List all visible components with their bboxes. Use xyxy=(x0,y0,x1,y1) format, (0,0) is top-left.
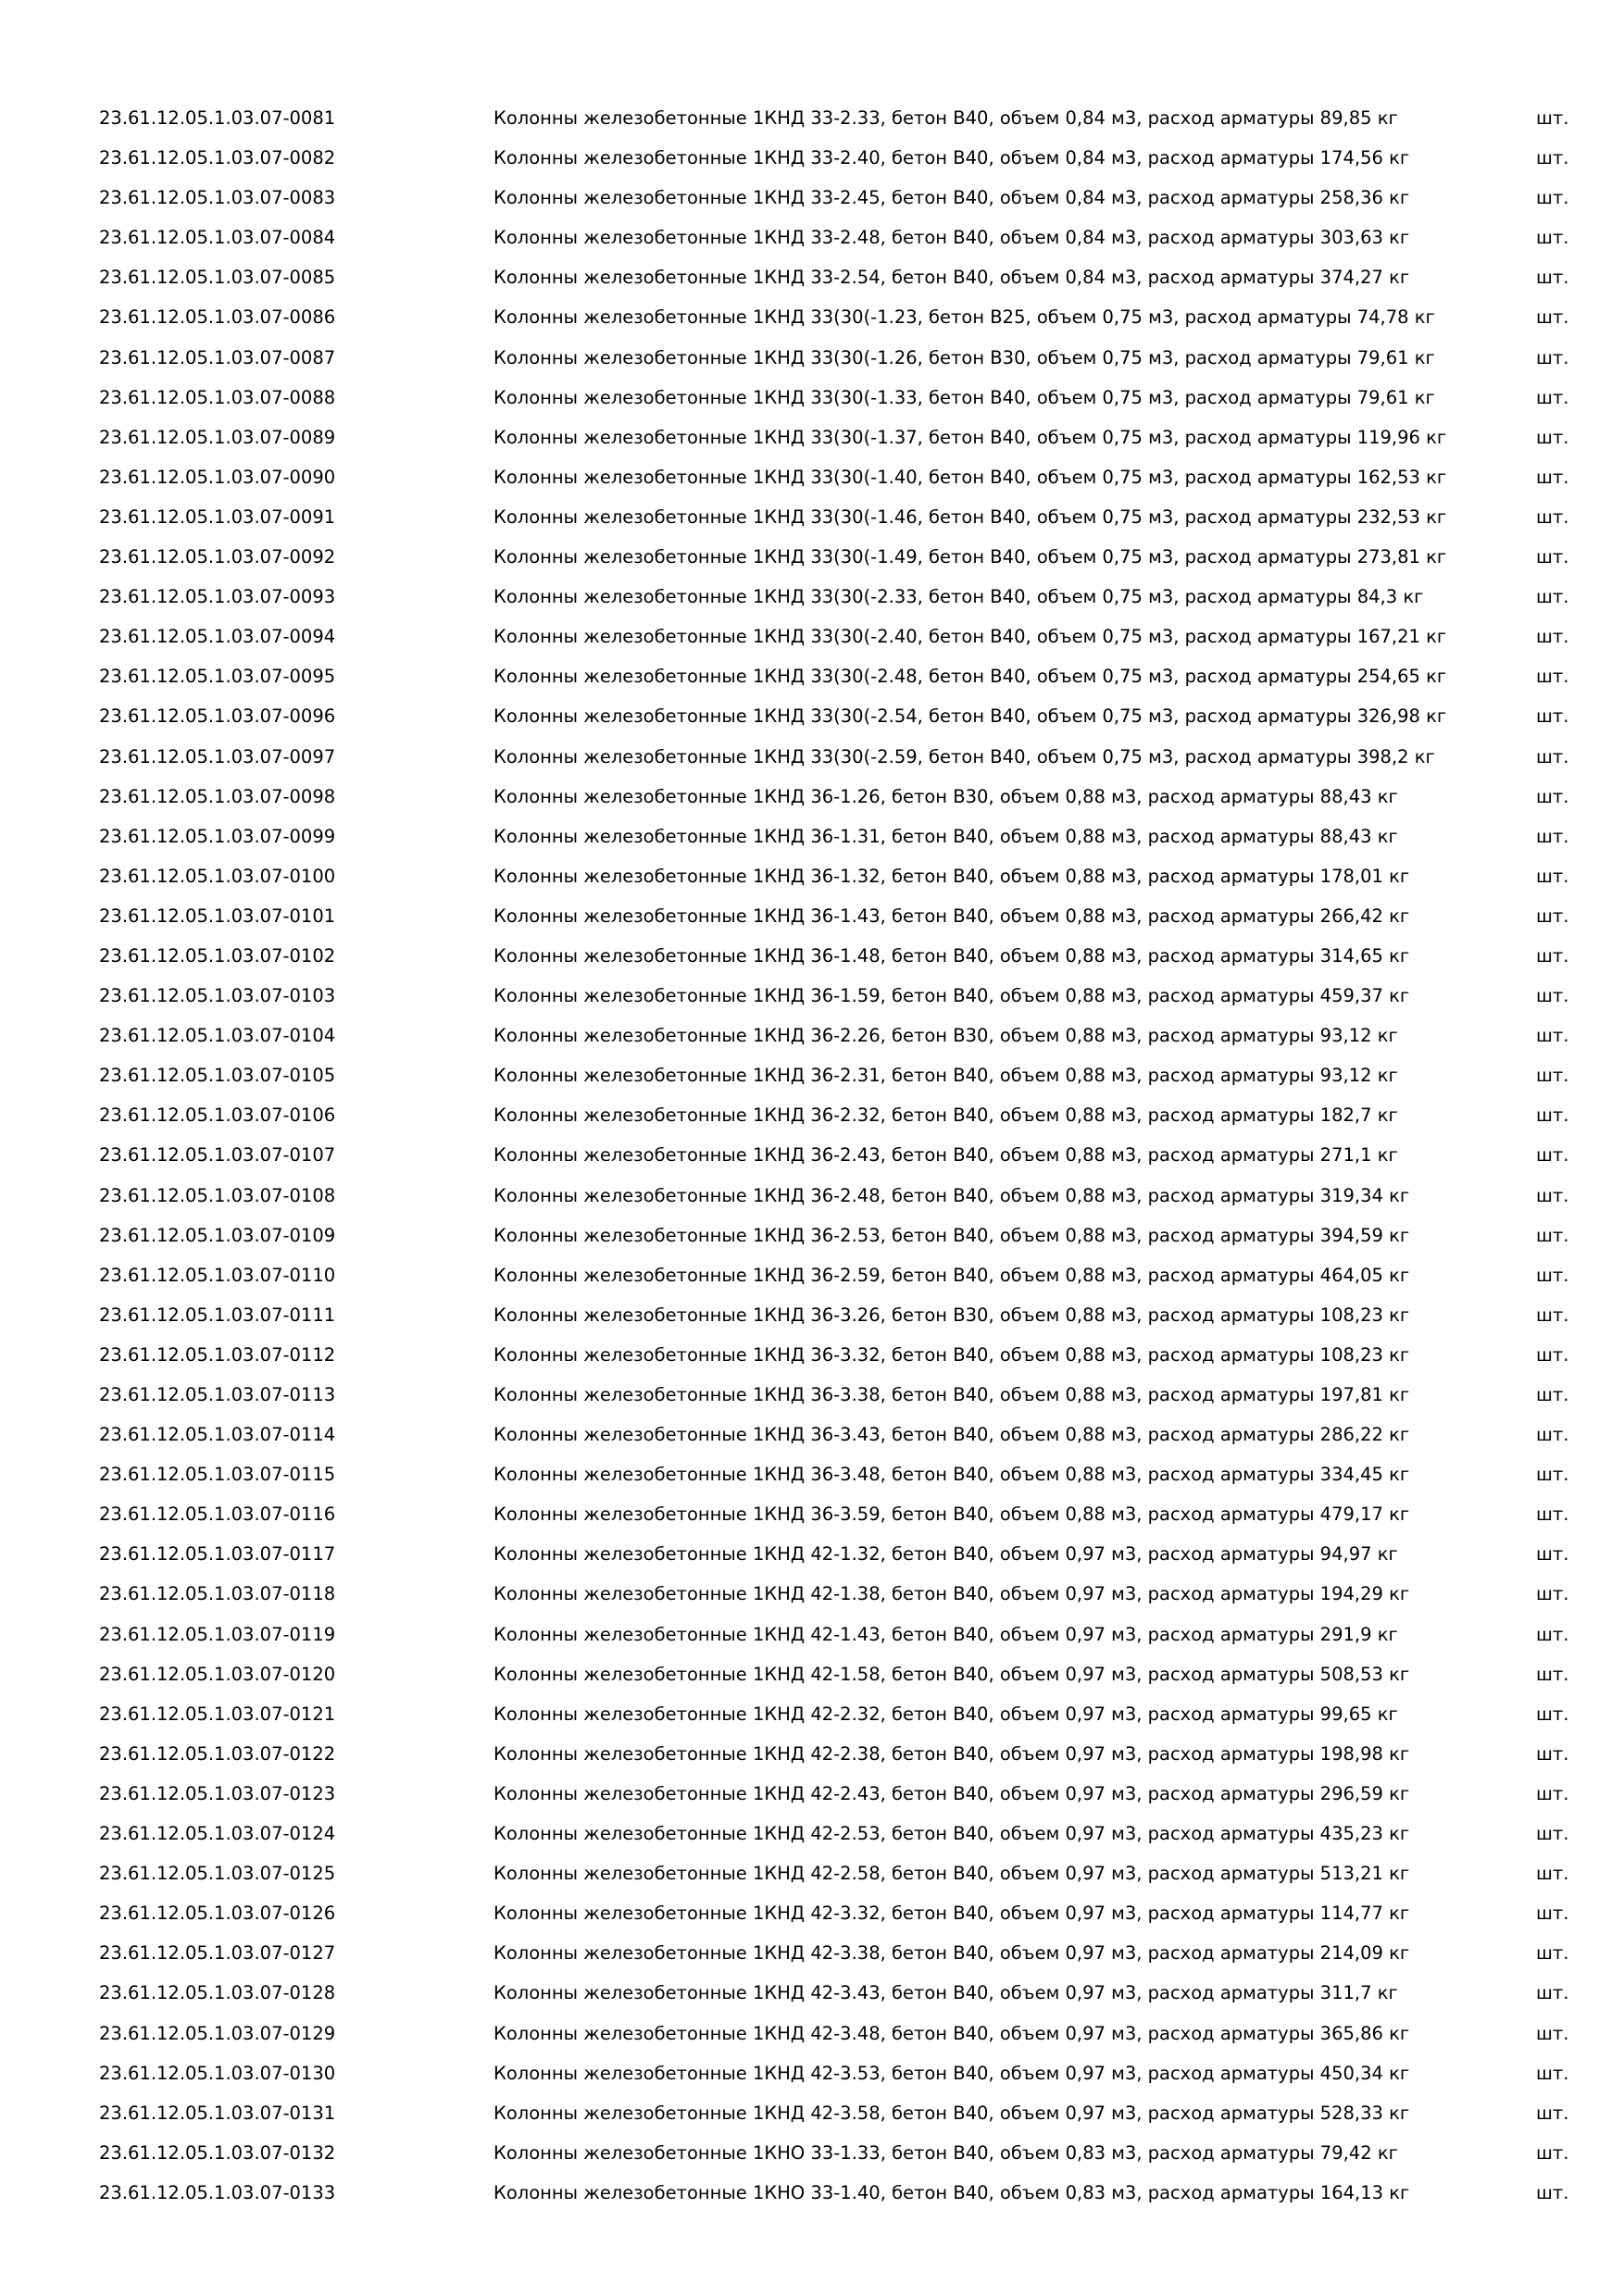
item-code: 23.61.12.05.1.03.07-0082 xyxy=(99,147,336,169)
item-unit: шт. xyxy=(1536,505,1569,528)
item-unit: шт. xyxy=(1536,1065,1569,1087)
list-item xyxy=(0,1780,1624,1820)
item-description: Колонны железобетонные 1КНД 33(30(-1.49, бетон В40, объем 0,75 м3, расход арматуры 273,81 кг xyxy=(493,546,1447,568)
list-item xyxy=(0,903,1624,942)
list-item xyxy=(0,1900,1624,1940)
list-item xyxy=(0,2020,1624,2060)
list-item xyxy=(0,184,1624,224)
item-description: Колонны железобетонные 1КНД 33-2.48, бетон В40, объем 0,84 м3, расход арматуры 303,63 кг xyxy=(493,227,1410,249)
item-unit: шт. xyxy=(1536,426,1569,448)
item-unit: шт. xyxy=(1536,1104,1569,1127)
item-description: Колонны железобетонные 1КНД 33-2.40, бетон В40, объем 0,84 м3, расход арматуры 174,56 кг xyxy=(493,147,1410,169)
item-description: Колонны железобетонные 1КНД 36-3.32, бетон В40, объем 0,88 м3, расход арматуры 108,23 кг xyxy=(493,1343,1410,1366)
item-code: 23.61.12.05.1.03.07-0127 xyxy=(99,1942,336,1965)
item-description: Колонны железобетонные 1КНД 42-2.38, бетон В40, объем 0,97 м3, расход арматуры 198,98 кг xyxy=(493,1742,1410,1765)
list-item xyxy=(0,1062,1624,1102)
item-description: Колонны железобетонные 1КНД 33(30(-1.40, бетон В40, объем 0,75 м3, расход арматуры 162,53 кг xyxy=(493,466,1447,488)
item-code: 23.61.12.05.1.03.07-0120 xyxy=(99,1663,336,1685)
item-code: 23.61.12.05.1.03.07-0108 xyxy=(99,1184,336,1206)
item-unit: шт. xyxy=(1536,546,1569,568)
item-unit: шт. xyxy=(1536,1823,1569,1845)
list-item xyxy=(0,823,1624,863)
item-unit: шт. xyxy=(1536,586,1569,608)
item-unit: шт. xyxy=(1536,1623,1569,1645)
list-item xyxy=(0,863,1624,903)
item-unit: шт. xyxy=(1536,666,1569,688)
item-code: 23.61.12.05.1.03.07-0099 xyxy=(99,825,336,847)
item-unit: шт. xyxy=(1536,2141,1569,2164)
list-item xyxy=(0,1341,1624,1381)
item-code: 23.61.12.05.1.03.07-0128 xyxy=(99,1982,336,2004)
item-code: 23.61.12.05.1.03.07-0115 xyxy=(99,1464,336,1486)
item-code: 23.61.12.05.1.03.07-0114 xyxy=(99,1424,336,1446)
item-description: Колонны железобетонные 1КНД 33-2.33, бетон В40, объем 0,84 м3, расход арматуры 89,85 кг xyxy=(493,107,1398,129)
item-description: Колонны железобетонные 1КНД 36-2.31, бетон В40, объем 0,88 м3, расход арматуры 93,12 кг xyxy=(493,1065,1398,1087)
list-item xyxy=(0,2060,1624,2100)
item-code: 23.61.12.05.1.03.07-0129 xyxy=(99,2022,336,2044)
item-unit: шт. xyxy=(1536,187,1569,209)
item-code: 23.61.12.05.1.03.07-0125 xyxy=(99,1863,336,1885)
item-unit: шт. xyxy=(1536,267,1569,289)
item-unit: шт. xyxy=(1536,745,1569,767)
item-code: 23.61.12.05.1.03.07-0087 xyxy=(99,346,336,368)
item-unit: шт. xyxy=(1536,1304,1569,1326)
list-item xyxy=(0,1381,1624,1421)
item-code: 23.61.12.05.1.03.07-0096 xyxy=(99,705,336,728)
item-unit: шт. xyxy=(1536,865,1569,887)
list-item xyxy=(0,982,1624,1022)
list-item xyxy=(0,1621,1624,1661)
item-unit: шт. xyxy=(1536,1025,1569,1047)
item-unit: шт. xyxy=(1536,825,1569,847)
item-code: 23.61.12.05.1.03.07-0090 xyxy=(99,466,336,488)
item-code: 23.61.12.05.1.03.07-0095 xyxy=(99,666,336,688)
item-unit: шт. xyxy=(1536,1504,1569,1526)
list-item xyxy=(0,1262,1624,1302)
item-unit: шт. xyxy=(1536,2181,1569,2203)
list-item xyxy=(0,1022,1624,1062)
item-unit: шт. xyxy=(1536,2062,1569,2084)
list-item xyxy=(0,1541,1624,1580)
item-description: Колонны железобетонные 1КНД 42-1.38, бетон В40, объем 0,97 м3, расход арматуры 194,29 кг xyxy=(493,1583,1410,1605)
item-description: Колонны железобетонные 1КНД 36-3.48, бетон В40, объем 0,88 м3, расход арматуры 334,45 кг xyxy=(493,1464,1410,1486)
item-unit: шт. xyxy=(1536,1942,1569,1965)
list-item xyxy=(0,1102,1624,1142)
item-unit: шт. xyxy=(1536,1583,1569,1605)
item-description: Колонны железобетонные 1КНД 33(30(-2.54, бетон В40, объем 0,75 м3, расход арматуры 326,98 кг xyxy=(493,705,1447,728)
item-description: Колонны железобетонные 1КНД 42-2.43, бетон В40, объем 0,97 м3, расход арматуры 296,59 кг xyxy=(493,1782,1410,1804)
item-unit: шт. xyxy=(1536,2102,1569,2124)
item-description: Колонны железобетонные 1КНД 36-2.43, бетон В40, объем 0,88 м3, расход арматуры 271,1 кг xyxy=(493,1144,1398,1167)
list-item xyxy=(0,1661,1624,1701)
item-unit: шт. xyxy=(1536,626,1569,648)
item-code: 23.61.12.05.1.03.07-0121 xyxy=(99,1703,336,1725)
list-item xyxy=(0,1302,1624,1341)
item-unit: шт. xyxy=(1536,944,1569,967)
item-code: 23.61.12.05.1.03.07-0084 xyxy=(99,227,336,249)
item-unit: шт. xyxy=(1536,1144,1569,1167)
item-unit: шт. xyxy=(1536,107,1569,129)
list-item xyxy=(0,1940,1624,1979)
item-unit: шт. xyxy=(1536,1863,1569,1885)
item-code: 23.61.12.05.1.03.07-0116 xyxy=(99,1504,336,1526)
item-code: 23.61.12.05.1.03.07-0103 xyxy=(99,985,336,1007)
item-unit: шт. xyxy=(1536,705,1569,728)
list-item xyxy=(0,942,1624,982)
item-description: Колонны железобетонные 1КНД 36-1.32, бетон В40, объем 0,88 м3, расход арматуры 178,01 кг xyxy=(493,865,1410,887)
list-item xyxy=(0,464,1624,504)
item-unit: шт. xyxy=(1536,2022,1569,2044)
item-code: 23.61.12.05.1.03.07-0117 xyxy=(99,1543,336,1566)
list-item xyxy=(0,2140,1624,2179)
list-item xyxy=(0,543,1624,583)
item-description: Колонны железобетонные 1КНД 42-3.38, бетон В40, объем 0,97 м3, расход арматуры 214,09 кг xyxy=(493,1942,1410,1965)
item-code: 23.61.12.05.1.03.07-0109 xyxy=(99,1224,336,1246)
list-item xyxy=(0,105,1624,144)
item-code: 23.61.12.05.1.03.07-0132 xyxy=(99,2141,336,2164)
list-item xyxy=(0,424,1624,464)
item-description: Колонны железобетонные 1КНД 42-3.48, бетон В40, объем 0,97 м3, расход арматуры 365,86 кг xyxy=(493,2022,1410,2044)
item-description: Колонны железобетонные 1КНД 42-2.53, бетон В40, объем 0,97 м3, расход арматуры 435,23 кг xyxy=(493,1823,1410,1845)
list-item xyxy=(0,1820,1624,1860)
list-item xyxy=(0,2100,1624,2140)
item-unit: шт. xyxy=(1536,1264,1569,1286)
item-unit: шт. xyxy=(1536,1543,1569,1566)
list-item xyxy=(0,1741,1624,1780)
list-item xyxy=(0,1461,1624,1501)
item-code: 23.61.12.05.1.03.07-0102 xyxy=(99,944,336,967)
item-code: 23.61.12.05.1.03.07-0088 xyxy=(99,386,336,408)
item-code: 23.61.12.05.1.03.07-0124 xyxy=(99,1823,336,1845)
item-unit: шт. xyxy=(1536,785,1569,807)
item-code: 23.61.12.05.1.03.07-0081 xyxy=(99,107,336,129)
list-item xyxy=(0,703,1624,742)
item-unit: шт. xyxy=(1536,346,1569,368)
item-description: Колонны железобетонные 1КНД 33(30(-1.46, бетон В40, объем 0,75 м3, расход арматуры 232,53 кг xyxy=(493,505,1447,528)
item-code: 23.61.12.05.1.03.07-0092 xyxy=(99,546,336,568)
item-unit: шт. xyxy=(1536,1663,1569,1685)
item-code: 23.61.12.05.1.03.07-0118 xyxy=(99,1583,336,1605)
item-description: Колонны железобетонные 1КНД 33(30(-2.40, бетон В40, объем 0,75 м3, расход арматуры 167,21 кг xyxy=(493,626,1447,648)
item-code: 23.61.12.05.1.03.07-0106 xyxy=(99,1104,336,1127)
item-unit: шт. xyxy=(1536,905,1569,927)
item-code: 23.61.12.05.1.03.07-0123 xyxy=(99,1782,336,1804)
item-code: 23.61.12.05.1.03.07-0122 xyxy=(99,1742,336,1765)
list-item xyxy=(0,743,1624,783)
list-item xyxy=(0,504,1624,543)
item-unit: шт. xyxy=(1536,1703,1569,1725)
item-code: 23.61.12.05.1.03.07-0098 xyxy=(99,785,336,807)
item-unit: шт. xyxy=(1536,147,1569,169)
list-item xyxy=(0,224,1624,264)
item-code: 23.61.12.05.1.03.07-0126 xyxy=(99,1903,336,1925)
list-item xyxy=(0,384,1624,424)
item-description: Колонны железобетонные 1КНД 33(30(-1.26, бетон В30, объем 0,75 м3, расход арматуры 79,61 кг xyxy=(493,346,1435,368)
list-item xyxy=(0,783,1624,823)
item-description: Колонны железобетонные 1КНД 42-3.58, бетон В40, объем 0,97 м3, расход арматуры 528,33 кг xyxy=(493,2102,1410,2124)
list-item xyxy=(0,264,1624,304)
item-code: 23.61.12.05.1.03.07-0105 xyxy=(99,1065,336,1087)
item-description: Колонны железобетонные 1КНД 33(30(-1.37, бетон В40, объем 0,75 м3, расход арматуры 119,96 кг xyxy=(493,426,1447,448)
item-description: Колонны железобетонные 1КНД 36-3.43, бетон В40, объем 0,88 м3, расход арматуры 286,22 кг xyxy=(493,1424,1410,1446)
item-code: 23.61.12.05.1.03.07-0130 xyxy=(99,2062,336,2084)
item-code: 23.61.12.05.1.03.07-0112 xyxy=(99,1343,336,1366)
list-item xyxy=(0,663,1624,703)
item-code: 23.61.12.05.1.03.07-0111 xyxy=(99,1304,336,1326)
item-code: 23.61.12.05.1.03.07-0100 xyxy=(99,865,336,887)
item-unit: шт. xyxy=(1536,1424,1569,1446)
item-code: 23.61.12.05.1.03.07-0097 xyxy=(99,745,336,767)
item-description: Колонны железобетонные 1КНД 36-3.26, бетон В30, объем 0,88 м3, расход арматуры 108,23 кг xyxy=(493,1304,1410,1326)
item-unit: шт. xyxy=(1536,466,1569,488)
item-description: Колонны железобетонные 1КНД 36-1.43, бетон В40, объем 0,88 м3, расход арматуры 266,42 кг xyxy=(493,905,1410,927)
item-code: 23.61.12.05.1.03.07-0093 xyxy=(99,586,336,608)
item-description: Колонны железобетонные 1КНО 33-1.33, бетон В40, объем 0,83 м3, расход арматуры 79,42 кг xyxy=(493,2141,1398,2164)
item-description: Колонны железобетонные 1КНД 42-3.43, бетон В40, объем 0,97 м3, расход арматуры 311,7 кг xyxy=(493,1982,1398,2004)
list-item xyxy=(0,344,1624,384)
item-description: Колонны железобетонные 1КНД 36-1.26, бетон В30, объем 0,88 м3, расход арматуры 88,43 кг xyxy=(493,785,1398,807)
list-item xyxy=(0,623,1624,663)
list-item xyxy=(0,1979,1624,2019)
list-item xyxy=(0,2179,1624,2219)
list-item xyxy=(0,1182,1624,1222)
item-description: Колонны железобетонные 1КНД 33-2.45, бетон В40, объем 0,84 м3, расход арматуры 258,36 кг xyxy=(493,187,1410,209)
list-item xyxy=(0,1580,1624,1620)
item-unit: шт. xyxy=(1536,1782,1569,1804)
item-code: 23.61.12.05.1.03.07-0110 xyxy=(99,1264,336,1286)
item-code: 23.61.12.05.1.03.07-0091 xyxy=(99,505,336,528)
item-description: Колонны железобетонные 1КНД 36-1.59, бетон В40, объем 0,88 м3, расход арматуры 459,37 кг xyxy=(493,985,1410,1007)
item-description: Колонны железобетонные 1КНД 36-1.31, бетон В40, объем 0,88 м3, расход арматуры 88,43 кг xyxy=(493,825,1398,847)
item-code: 23.61.12.05.1.03.07-0094 xyxy=(99,626,336,648)
item-description: Колонны железобетонные 1КНД 33(30(-1.23, бетон В25, объем 0,75 м3, расход арматуры 74,78 кг xyxy=(493,306,1435,329)
list-item xyxy=(0,1421,1624,1461)
item-code: 23.61.12.05.1.03.07-0107 xyxy=(99,1144,336,1167)
item-description: Колонны железобетонные 1КНД 36-1.48, бетон В40, объем 0,88 м3, расход арматуры 314,65 кг xyxy=(493,944,1410,967)
list-item xyxy=(0,1501,1624,1541)
item-unit: шт. xyxy=(1536,1343,1569,1366)
item-description: Колонны железобетонные 1КНД 33(30(-2.59, бетон В40, объем 0,75 м3, расход арматуры 398,2 кг xyxy=(493,745,1435,767)
item-unit: шт. xyxy=(1536,306,1569,329)
item-description: Колонны железобетонные 1КНД 42-3.32, бетон В40, объем 0,97 м3, расход арматуры 114,77 кг xyxy=(493,1903,1410,1925)
list-item xyxy=(0,1222,1624,1262)
item-description: Колонны железобетонные 1КНД 42-1.43, бетон В40, объем 0,97 м3, расход арматуры 291,9 кг xyxy=(493,1623,1398,1645)
item-description: Колонны железобетонные 1КНД 36-2.59, бетон В40, объем 0,88 м3, расход арматуры 464,05 кг xyxy=(493,1264,1410,1286)
item-code: 23.61.12.05.1.03.07-0119 xyxy=(99,1623,336,1645)
list-item xyxy=(0,1860,1624,1900)
list-item xyxy=(0,1701,1624,1741)
item-description: Колонны железобетонные 1КНД 36-2.32, бетон В40, объем 0,88 м3, расход арматуры 182,7 кг xyxy=(493,1104,1398,1127)
item-code: 23.61.12.05.1.03.07-0113 xyxy=(99,1384,336,1405)
item-code: 23.61.12.05.1.03.07-0133 xyxy=(99,2181,336,2203)
item-description: Колонны железобетонные 1КНД 33(30(-1.33, бетон В40, объем 0,75 м3, расход арматуры 79,61 кг xyxy=(493,386,1435,408)
item-description: Колонны железобетонные 1КНД 36-2.26, бетон В30, объем 0,88 м3, расход арматуры 93,12 кг xyxy=(493,1025,1398,1047)
item-description: Колонны железобетонные 1КНД 36-3.59, бетон В40, объем 0,88 м3, расход арматуры 479,17 кг xyxy=(493,1504,1410,1526)
list-item xyxy=(0,583,1624,623)
item-description: Колонны железобетонные 1КНД 33(30(-2.33, бетон В40, объем 0,75 м3, расход арматуры 84,3 кг xyxy=(493,586,1424,608)
item-unit: шт. xyxy=(1536,1184,1569,1206)
item-unit: шт. xyxy=(1536,1903,1569,1925)
item-unit: шт. xyxy=(1536,386,1569,408)
item-unit: шт. xyxy=(1536,1384,1569,1405)
item-description: Колонны железобетонные 1КНД 42-1.58, бетон В40, объем 0,97 м3, расход арматуры 508,53 кг xyxy=(493,1663,1410,1685)
item-code: 23.61.12.05.1.03.07-0083 xyxy=(99,187,336,209)
item-unit: шт. xyxy=(1536,1742,1569,1765)
item-unit: шт. xyxy=(1536,1224,1569,1246)
item-unit: шт. xyxy=(1536,227,1569,249)
item-description: Колонны железобетонные 1КНД 33(30(-2.48, бетон В40, объем 0,75 м3, расход арматуры 254,65 кг xyxy=(493,666,1447,688)
list-item xyxy=(0,144,1624,184)
item-description: Колонны железобетонные 1КНД 36-3.38, бетон В40, объем 0,88 м3, расход арматуры 197,81 кг xyxy=(493,1384,1410,1405)
item-description: Колонны железобетонные 1КНД 36-2.53, бетон В40, объем 0,88 м3, расход арматуры 394,59 кг xyxy=(493,1224,1410,1246)
item-description: Колонны железобетонные 1КНО 33-1.40, бетон В40, объем 0,83 м3, расход арматуры 164,13 кг xyxy=(493,2181,1410,2203)
item-code: 23.61.12.05.1.03.07-0085 xyxy=(99,267,336,289)
item-code: 23.61.12.05.1.03.07-0131 xyxy=(99,2102,336,2124)
item-description: Колонны железобетонные 1КНД 42-3.53, бетон В40, объем 0,97 м3, расход арматуры 450,34 кг xyxy=(493,2062,1410,2084)
item-description: Колонны железобетонные 1КНД 36-2.48, бетон В40, объем 0,88 м3, расход арматуры 319,34 кг xyxy=(493,1184,1410,1206)
item-code: 23.61.12.05.1.03.07-0089 xyxy=(99,426,336,448)
list-item xyxy=(0,1142,1624,1181)
item-description: Колонны железобетонные 1КНД 33-2.54, бетон В40, объем 0,84 м3, расход арматуры 374,27 кг xyxy=(493,267,1410,289)
item-code: 23.61.12.05.1.03.07-0104 xyxy=(99,1025,336,1047)
item-unit: шт. xyxy=(1536,1464,1569,1486)
item-code: 23.61.12.05.1.03.07-0101 xyxy=(99,905,336,927)
item-code: 23.61.12.05.1.03.07-0086 xyxy=(99,306,336,329)
item-list xyxy=(0,105,1624,2219)
list-item xyxy=(0,304,1624,343)
item-description: Колонны железобетонные 1КНД 42-2.58, бетон В40, объем 0,97 м3, расход арматуры 513,21 кг xyxy=(493,1863,1410,1885)
item-description: Колонны железобетонные 1КНД 42-1.32, бетон В40, объем 0,97 м3, расход арматуры 94,97 кг xyxy=(493,1543,1398,1566)
item-description: Колонны железобетонные 1КНД 42-2.32, бетон В40, объем 0,97 м3, расход арматуры 99,65 кг xyxy=(493,1703,1398,1725)
item-unit: шт. xyxy=(1536,985,1569,1007)
item-unit: шт. xyxy=(1536,1982,1569,2004)
